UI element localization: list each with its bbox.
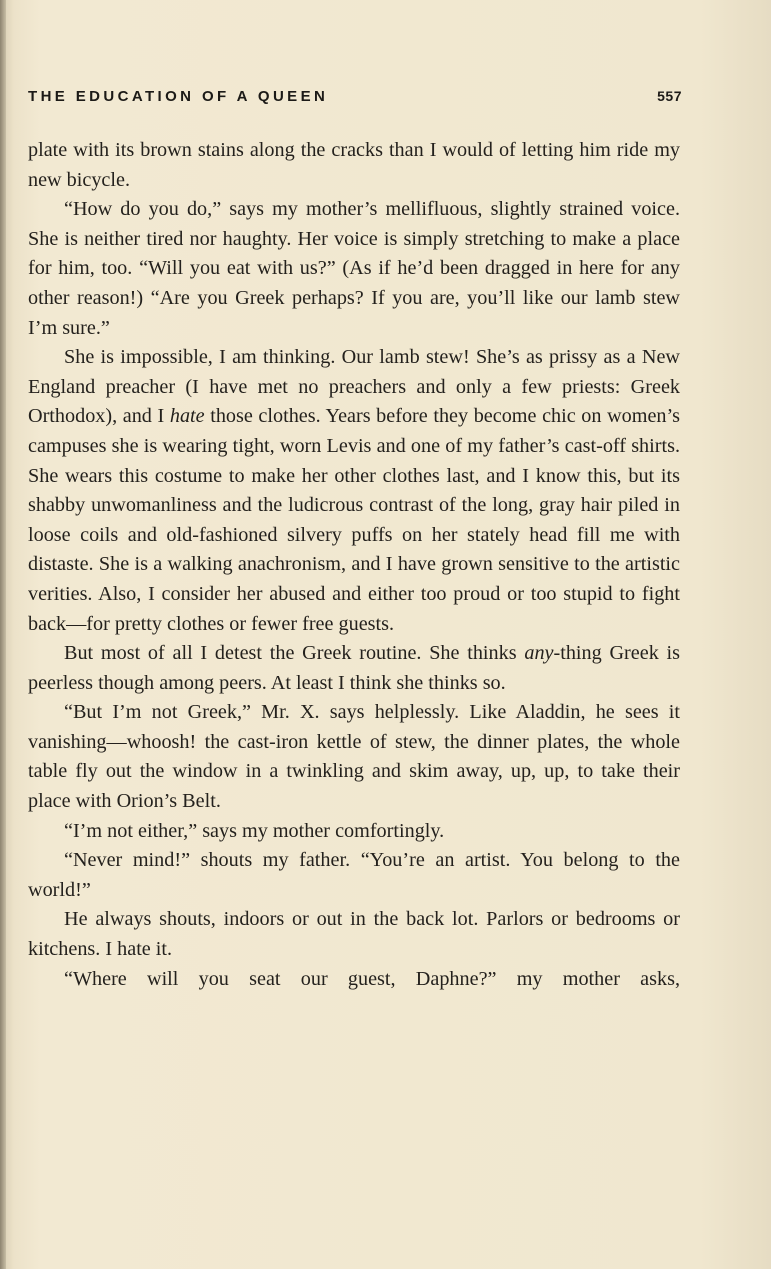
running-head	[28, 88, 682, 110]
paragraph-2: “How do you do,” says my mother’s mellifluous, slightly strained voice. She is neither tired nor haughty. Her voice is simply stretching to make a place for him, too. “Will you eat with us?” (As if he’d been dragged in here for any other reason!) “Are you Greek perhaps? If you are, you’ll like our lamb stew I’m sure.”	[28, 198, 680, 339]
emphasis-hate: hate	[169, 405, 205, 428]
emphasis-anything: any-	[524, 642, 561, 665]
paragraph-9: “Where will you seat our guest, Daphne?” my mother asks,	[64, 967, 680, 990]
paragraph-4: But most of all I detest the Greek routine. She thinks any-thing Greek is peerless though among peers. At least I think she thinks so.	[28, 642, 681, 694]
paragraph-5: “But I’m not Greek,” Mr. X. says helplessly. Like Aladdin, he sees it vanishing—whoosh! the cast-iron kettle of stew, the dinner plates, the whole table fly out the window in a twinkling and skim away, up, up, to take their place with Orion’s Belt.	[28, 701, 680, 813]
paragraph-8: He always shouts, indoors or out in the back lot. Parlors or bedrooms or kitchens. I hate it.	[28, 908, 680, 961]
page-number: 557	[657, 88, 682, 104]
paragraph-7: “Never mind!” shouts my father. “You’re an artist. You belong to the world!”	[28, 849, 680, 901]
body-text	[28, 136, 680, 994]
running-head-title: THE EDUCATION OF A QUEEN	[28, 88, 329, 105]
paragraph-3: She is impossible, I am thinking. Our lamb stew! She’s as prissy as a New England preacher (I have met no preachers and only a few priests: Greek Orthodox), and I hate those clothes. Years before they become chic on women’s campuses she is wearing tight, worn Levis and one of my father’s cast-off shirts. She wears this costume to make her other clothes last, and I know this, but its shabby unwomanliness and the ludicrous contrast of the long, gray hair piled in loose coils and old-fashioned silvery puffs on her stately head fill me with distaste. She is a walking anachronism, and I have grown sensitive to the artistic verities. Also, I consider her abused and either too proud or too stupid to fight back—for pretty clothes or fewer free guests.	[28, 346, 680, 635]
paragraph-6: “I’m not either,” says my mother comfortingly.	[64, 819, 445, 842]
page-gutter-edge	[0, 0, 6, 1269]
paragraph-1: plate with its brown stains along the cracks than I would of letting him ride my new bicycle.	[28, 139, 680, 191]
